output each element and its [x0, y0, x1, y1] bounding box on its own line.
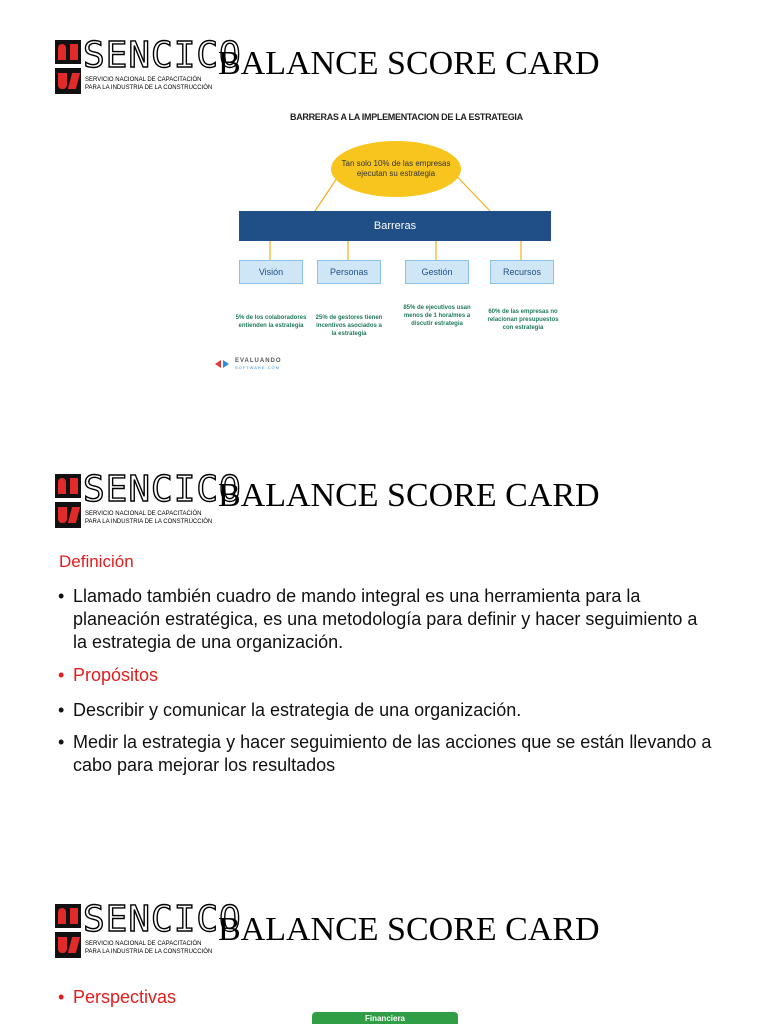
bullet-text: Medir la estrategia y hacer seguimiento de las acciones que se están llevando a cabo para mejorar los resultados — [73, 732, 712, 775]
evaluando-brand — [215, 358, 282, 370]
diagram-oval: Tan solo 10% de las empresas ejecutan su estrategia — [331, 141, 461, 197]
slide-3 — [0, 880, 768, 1024]
diagram-stat: 60% de las empresas no relacionan presupuestos con estrategia — [487, 309, 559, 331]
bullet-purposes-heading — [58, 664, 708, 687]
bullet-perspectives-heading — [58, 986, 358, 1009]
bullet-icon: • — [58, 987, 65, 1007]
logo-subtitle-line1: SERVICIO NACIONAL DE CAPACITACIÓN — [85, 941, 202, 947]
diagram-stat: 5% de los colaboradores entienden la estrategia — [235, 315, 307, 329]
barriers-diagram — [225, 108, 565, 388]
bullet-purpose-2 — [58, 731, 718, 777]
bullet-text: Llamado también cuadro de mando integral es una herramienta para la planeación estratégica, es una metodología para definir y hacer seguimiento a la estrategia de una organización. — [73, 586, 698, 652]
bullet-icon: • — [58, 700, 65, 720]
diagram-box-vision: Visión — [239, 260, 303, 284]
sencico-logo — [55, 469, 242, 530]
logo-emblem-icon — [55, 40, 81, 94]
bullet-definition — [58, 585, 708, 654]
logo-emblem-icon — [55, 474, 81, 528]
bullet-text: Describir y comunicar la estrategia de una organización. — [73, 700, 522, 720]
bullet-icon: • — [58, 586, 65, 606]
perspectives-heading: Perspectivas — [73, 987, 177, 1007]
slide-2 — [0, 450, 768, 850]
purposes-heading: Propósitos — [73, 665, 159, 685]
logo-subtitle-line2: PARA LA INDUSTRIA DE LA CONSTRUCCIÓN — [85, 85, 213, 91]
evaluando-logo-icon — [215, 359, 231, 369]
perspective-financiera-box: Financiera — [312, 1012, 458, 1024]
logo-subtitle-line1: SERVICIO NACIONAL DE CAPACITACIÓN — [85, 77, 202, 83]
logo-wordmark: SENCICO — [83, 899, 242, 940]
logo-subtitle-line2: PARA LA INDUSTRIA DE LA CONSTRUCCIÓN — [85, 519, 213, 525]
slide-title: BALANCE SCORE CARD — [218, 911, 600, 948]
brand-name: EVALUANDO — [235, 358, 282, 364]
bullet-icon: • — [58, 732, 65, 752]
logo-wordmark: SENCICO — [83, 469, 242, 510]
slide-title: BALANCE SCORE CARD — [218, 477, 600, 514]
diagram-box-recursos: Recursos — [490, 260, 554, 284]
sencico-logo — [55, 35, 242, 96]
logo-wordmark: SENCICO — [83, 35, 242, 76]
diagram-box-gestion: Gestión — [405, 260, 469, 284]
diagram-stat: 85% de ejecutivos usan menos de 1 hora/mes a discutir estrategia — [403, 305, 471, 327]
slide-title: BALANCE SCORE CARD — [218, 45, 600, 82]
bullet-icon: • — [58, 665, 65, 685]
sencico-logo — [55, 899, 242, 960]
diagram-stat: 25% de gestores tienen incentivos asociados a la estrategia — [315, 315, 383, 337]
brand-domain: SOFTWARE.COM — [235, 365, 280, 370]
definition-heading: Definición — [59, 552, 134, 571]
logo-subtitle-line2: PARA LA INDUSTRIA DE LA CONSTRUCCIÓN — [85, 949, 213, 955]
diagram-bar: Barreras — [239, 211, 551, 241]
diagram-heading: BARRERAS A LA IMPLEMENTACION DE LA ESTRATEGIA — [290, 112, 523, 122]
slide-1 — [0, 0, 768, 430]
bullet-purpose-1 — [58, 699, 708, 722]
logo-subtitle-line1: SERVICIO NACIONAL DE CAPACITACIÓN — [85, 511, 202, 517]
diagram-box-personas: Personas — [317, 260, 381, 284]
logo-emblem-icon — [55, 904, 81, 958]
